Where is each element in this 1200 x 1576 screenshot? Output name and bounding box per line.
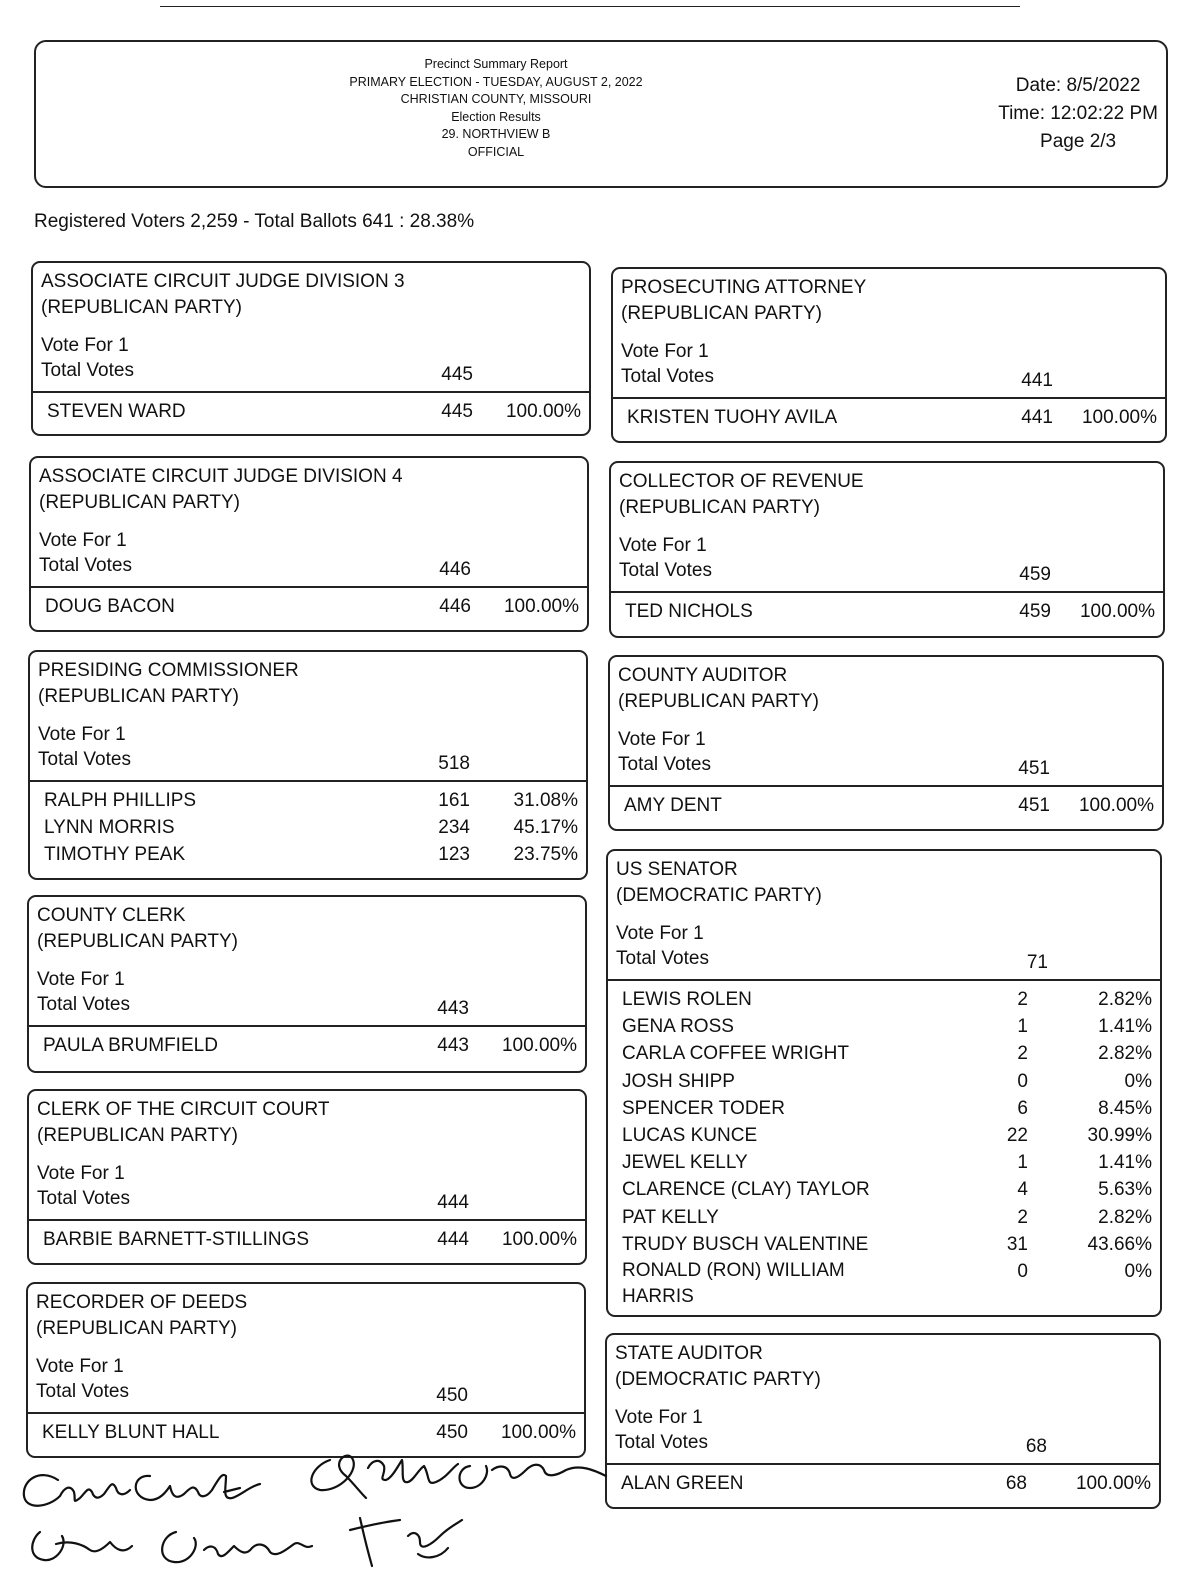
vote-for-label: Vote For 1 bbox=[39, 530, 127, 551]
contest-box bbox=[608, 655, 1164, 831]
candidate-percent: 100.00% bbox=[500, 1422, 576, 1443]
contest-title: COUNTY AUDITOR (REPUBLICAN PARTY) bbox=[618, 665, 819, 712]
candidate-percent: 100.00% bbox=[1081, 407, 1157, 428]
candidate-row bbox=[33, 398, 589, 425]
candidate-percent: 1.41% bbox=[1098, 1016, 1152, 1038]
contest-divider bbox=[607, 1463, 1159, 1465]
candidate-percent: 100.00% bbox=[1079, 601, 1155, 622]
candidate-percent: 100.00% bbox=[501, 1229, 577, 1250]
candidate-row bbox=[608, 1040, 1160, 1067]
contest-title: US SENATOR (DEMOCRATIC PARTY) bbox=[616, 859, 822, 906]
candidate-percent: 0% bbox=[1124, 1070, 1152, 1092]
total-votes-value: 451 bbox=[1018, 758, 1050, 779]
candidate-percent: 5.63% bbox=[1098, 1179, 1152, 1201]
vote-for-label: Vote For 1 bbox=[616, 923, 704, 944]
contest-box bbox=[27, 1089, 587, 1265]
total-votes-value: 459 bbox=[1019, 564, 1051, 585]
candidate-name: TRUDY BUSCH VALENTINE bbox=[622, 1233, 869, 1255]
total-votes-label: Total Votes bbox=[36, 1381, 129, 1402]
total-votes-value: 443 bbox=[437, 998, 469, 1019]
total-votes-value: 445 bbox=[441, 364, 473, 385]
contest-divider bbox=[30, 780, 586, 782]
contest-title: ASSOCIATE CIRCUIT JUDGE DIVISION 4 (REPUBLICAN PARTY) bbox=[39, 466, 403, 513]
candidate-name: BARBIE BARNETT-STILLINGS bbox=[43, 1229, 310, 1250]
candidate-votes: 234 bbox=[438, 817, 470, 839]
candidate-name: CARLA COFFEE WRIGHT bbox=[622, 1043, 849, 1065]
contest-box bbox=[29, 456, 589, 632]
vote-for-label: Vote For 1 bbox=[41, 335, 129, 356]
candidate-votes: 444 bbox=[437, 1229, 469, 1250]
candidate-votes: 2 bbox=[1017, 989, 1028, 1010]
vote-for-label: Vote For 1 bbox=[619, 535, 707, 556]
contest-title: ASSOCIATE CIRCUIT JUDGE DIVISION 3 (REPUBLICAN PARTY) bbox=[41, 271, 405, 318]
candidate-row bbox=[30, 787, 586, 814]
contest-divider bbox=[610, 785, 1162, 787]
candidate-percent: 100.00% bbox=[503, 596, 579, 617]
results-label: Election Results bbox=[451, 109, 541, 124]
candidate-row bbox=[613, 404, 1165, 431]
candidate-row bbox=[608, 1095, 1160, 1122]
candidate-name: DOUG BACON bbox=[45, 596, 175, 617]
vote-for-label: Vote For 1 bbox=[37, 1163, 125, 1184]
contest-box bbox=[611, 267, 1167, 443]
turnout-summary: Registered Voters 2,259 - Total Ballots 641 : 28.38% bbox=[34, 211, 475, 232]
report-date: Date: 8/5/2022 bbox=[1015, 75, 1141, 96]
candidate-row bbox=[608, 1122, 1160, 1149]
contest-divider bbox=[33, 391, 589, 393]
contest-box bbox=[26, 1282, 586, 1458]
candidate-votes: 31 bbox=[1006, 1233, 1028, 1255]
candidate-votes: 68 bbox=[1005, 1473, 1027, 1494]
candidate-row bbox=[608, 1231, 1160, 1258]
candidate-name: PAT KELLY bbox=[622, 1206, 719, 1228]
candidate-votes: 450 bbox=[436, 1422, 468, 1443]
contest-title: STATE AUDITOR (DEMOCRATIC PARTY) bbox=[615, 1343, 821, 1390]
candidate-votes: 443 bbox=[437, 1035, 469, 1056]
candidate-votes: 123 bbox=[438, 844, 470, 866]
contest-divider bbox=[608, 979, 1160, 981]
candidate-votes: 161 bbox=[438, 790, 470, 811]
total-votes-label: Total Votes bbox=[615, 1432, 708, 1453]
total-votes-label: Total Votes bbox=[39, 555, 132, 576]
contest-box bbox=[605, 1333, 1161, 1509]
candidate-percent: 23.75% bbox=[513, 844, 578, 866]
candidate-votes: 459 bbox=[1019, 601, 1051, 622]
precinct-name: 29. NORTHVIEW B bbox=[441, 127, 551, 141]
candidate-name: LUCAS KUNCE bbox=[622, 1125, 758, 1146]
candidate-percent: 30.99% bbox=[1087, 1125, 1152, 1146]
candidate-row bbox=[30, 841, 586, 868]
candidate-row bbox=[608, 986, 1160, 1013]
contest-title: PRESIDING COMMISSIONER (REPUBLICAN PARTY) bbox=[38, 660, 299, 707]
candidate-row bbox=[608, 1176, 1160, 1203]
candidate-name: KELLY BLUNT HALL bbox=[42, 1422, 220, 1443]
candidate-percent: 43.66% bbox=[1087, 1233, 1152, 1255]
contest-divider bbox=[29, 1025, 585, 1027]
candidate-name: RONALD (RON) WILLIAM HARRIS bbox=[622, 1260, 845, 1307]
report-time: Time: 12:02:22 PM bbox=[998, 103, 1158, 124]
election-name: PRIMARY ELECTION - TUESDAY, AUGUST 2, 2022 bbox=[349, 74, 643, 89]
contest-box bbox=[609, 461, 1165, 638]
total-votes-value: 68 bbox=[1025, 1436, 1047, 1457]
candidate-percent: 2.82% bbox=[1098, 1206, 1152, 1228]
candidate-percent: 45.17% bbox=[513, 817, 578, 839]
candidate-name: SPENCER TODER bbox=[622, 1097, 785, 1119]
contest-title: COLLECTOR OF REVENUE (REPUBLICAN PARTY) bbox=[619, 471, 864, 518]
candidate-row bbox=[611, 598, 1163, 625]
candidate-votes: 0 bbox=[1017, 1261, 1028, 1282]
contest-box bbox=[27, 895, 587, 1073]
candidate-name: AMY DENT bbox=[624, 795, 722, 816]
contest-divider bbox=[31, 586, 587, 588]
candidate-name: KRISTEN TUOHY AVILA bbox=[627, 407, 838, 428]
candidate-percent: 100.00% bbox=[505, 401, 581, 422]
official-label: OFFICIAL bbox=[467, 144, 525, 159]
candidate-row bbox=[608, 1149, 1160, 1176]
candidate-percent: 0% bbox=[1124, 1261, 1152, 1282]
candidate-row bbox=[608, 1204, 1160, 1231]
contest-title: CLERK OF THE CIRCUIT COURT (REPUBLICAN PARTY) bbox=[37, 1099, 330, 1146]
top-rule bbox=[160, 6, 1020, 7]
candidate-name: JOSH SHIPP bbox=[622, 1070, 735, 1092]
total-votes-value: 71 bbox=[1026, 952, 1048, 973]
candidate-votes: 1 bbox=[1017, 1016, 1028, 1038]
candidate-name: CLARENCE (CLAY) TAYLOR bbox=[622, 1179, 870, 1201]
report-header bbox=[34, 40, 1168, 188]
candidate-percent: 2.82% bbox=[1098, 1043, 1152, 1065]
contest-title: RECORDER OF DEEDS (REPUBLICAN PARTY) bbox=[36, 1292, 248, 1339]
candidate-percent: 100.00% bbox=[1078, 795, 1154, 816]
candidate-votes: 1 bbox=[1017, 1152, 1028, 1174]
candidate-votes: 0 bbox=[1017, 1070, 1028, 1092]
candidate-row bbox=[29, 1032, 585, 1059]
total-votes-label: Total Votes bbox=[38, 749, 131, 770]
report-title: Precinct Summary Report bbox=[424, 57, 568, 71]
candidate-votes: 2 bbox=[1017, 1206, 1028, 1228]
total-votes-label: Total Votes bbox=[37, 994, 130, 1015]
county-name: CHRISTIAN COUNTY, MISSOURI bbox=[400, 92, 592, 106]
page-number: Page 2/3 bbox=[1040, 131, 1117, 152]
candidate-votes: 6 bbox=[1017, 1097, 1028, 1119]
contest-title: PROSECUTING ATTORNEY (REPUBLICAN PARTY) bbox=[621, 277, 867, 324]
total-votes-label: Total Votes bbox=[618, 754, 711, 775]
candidate-name: RALPH PHILLIPS bbox=[44, 790, 197, 811]
candidate-votes: 451 bbox=[1018, 795, 1050, 816]
vote-for-label: Vote For 1 bbox=[615, 1407, 703, 1428]
contest-box bbox=[606, 849, 1162, 1317]
candidate-percent: 100.00% bbox=[1075, 1473, 1151, 1494]
candidate-votes: 4 bbox=[1017, 1179, 1028, 1201]
candidate-name: TED NICHOLS bbox=[625, 601, 753, 622]
vote-for-label: Vote For 1 bbox=[36, 1356, 124, 1377]
candidate-votes: 446 bbox=[439, 596, 471, 617]
total-votes-label: Total Votes bbox=[619, 560, 712, 581]
candidate-name: TIMOTHY PEAK bbox=[44, 844, 186, 866]
candidate-row bbox=[608, 1013, 1160, 1040]
vote-for-label: Vote For 1 bbox=[37, 969, 125, 990]
candidate-name: PAULA BRUMFIELD bbox=[43, 1035, 218, 1056]
total-votes-label: Total Votes bbox=[616, 948, 709, 969]
handwritten-signatures bbox=[0, 1440, 620, 1576]
total-votes-label: Total Votes bbox=[621, 366, 714, 387]
candidate-percent: 8.45% bbox=[1098, 1097, 1152, 1119]
candidate-row bbox=[30, 814, 586, 841]
candidate-votes: 22 bbox=[1006, 1125, 1028, 1146]
candidate-votes: 2 bbox=[1017, 1043, 1028, 1065]
report-meta bbox=[998, 72, 1158, 156]
candidate-row bbox=[608, 1068, 1160, 1095]
contest-divider bbox=[611, 591, 1163, 593]
signatures bbox=[0, 1440, 620, 1576]
candidate-percent: 100.00% bbox=[501, 1035, 577, 1056]
vote-for-label: Vote For 1 bbox=[621, 341, 709, 362]
candidate-name: STEVEN WARD bbox=[47, 401, 186, 422]
contest-divider bbox=[613, 397, 1165, 399]
candidate-name: LYNN MORRIS bbox=[44, 817, 175, 839]
candidate-row bbox=[31, 593, 587, 620]
candidate-row bbox=[29, 1226, 585, 1253]
candidate-row bbox=[610, 792, 1162, 819]
candidate-name: GENA ROSS bbox=[622, 1016, 734, 1038]
total-votes-value: 446 bbox=[439, 559, 471, 580]
candidate-percent: 2.82% bbox=[1098, 989, 1152, 1010]
vote-for-label: Vote For 1 bbox=[618, 729, 706, 750]
candidate-percent: 1.41% bbox=[1098, 1152, 1152, 1174]
report-title-block bbox=[316, 56, 676, 161]
total-votes-value: 518 bbox=[438, 753, 470, 774]
candidate-name: LEWIS ROLEN bbox=[622, 989, 752, 1010]
total-votes-value: 444 bbox=[437, 1192, 469, 1213]
candidate-percent: 31.08% bbox=[513, 790, 578, 811]
contest-box bbox=[31, 261, 591, 436]
candidate-votes: 445 bbox=[441, 401, 473, 422]
candidate-row bbox=[607, 1470, 1159, 1497]
total-votes-label: Total Votes bbox=[37, 1188, 130, 1209]
vote-for-label: Vote For 1 bbox=[38, 724, 126, 745]
candidate-name: ALAN GREEN bbox=[621, 1473, 744, 1494]
total-votes-value: 450 bbox=[436, 1385, 468, 1406]
contest-divider bbox=[29, 1219, 585, 1221]
total-votes-label: Total Votes bbox=[41, 360, 134, 381]
contest-divider bbox=[28, 1412, 584, 1414]
candidate-row bbox=[608, 1258, 1160, 1307]
contest-title: COUNTY CLERK (REPUBLICAN PARTY) bbox=[37, 905, 238, 952]
candidate-name: JEWEL KELLY bbox=[622, 1152, 748, 1174]
candidate-votes: 441 bbox=[1021, 407, 1053, 428]
contest-box bbox=[28, 650, 588, 880]
total-votes-value: 441 bbox=[1021, 370, 1053, 391]
